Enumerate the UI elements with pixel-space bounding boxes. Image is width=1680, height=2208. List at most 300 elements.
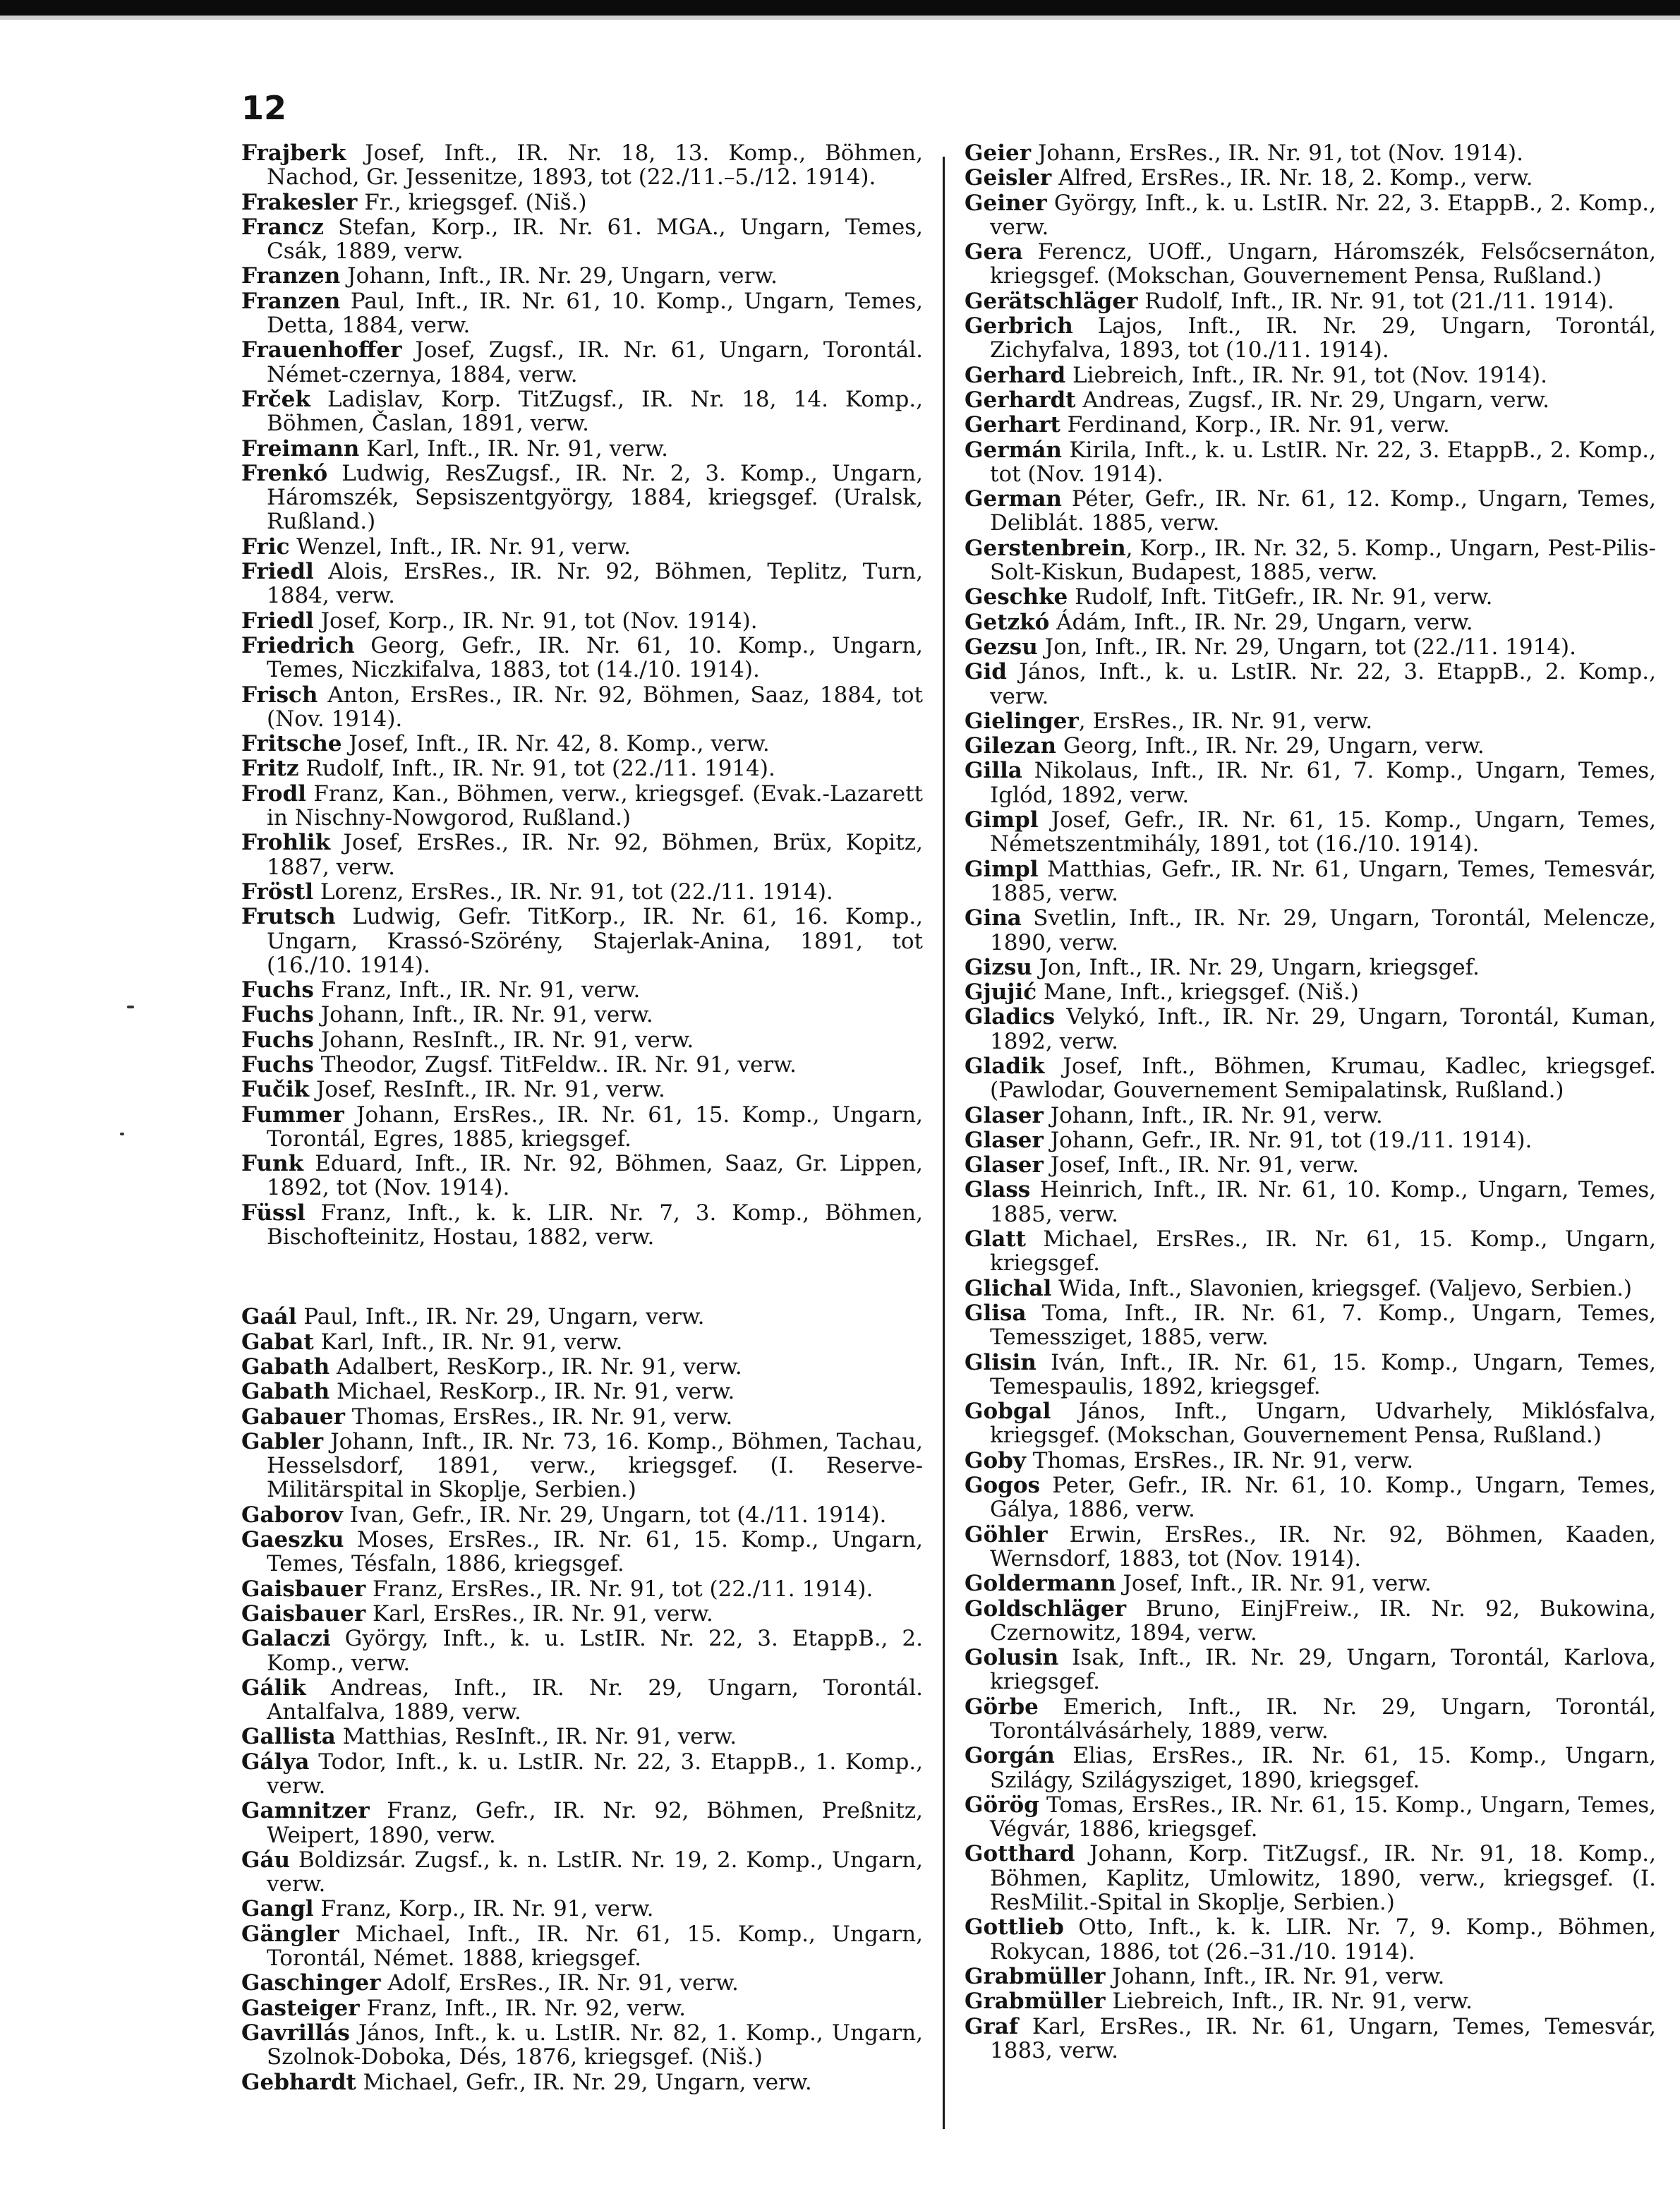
entry-surname: Friedl [241, 559, 314, 585]
list-item [241, 683, 923, 732]
entry-details: János, Inft., k. u. LstIR. Nr. 82, 1. Komp., Ungarn, Szolnok-Doboka, Dés, 1876, kriegsgef. (Niš.) [267, 2020, 923, 2070]
entry-details: Rudolf, Inft. TitGefr., IR. Nr. 91, verw. [1068, 584, 1493, 610]
entry-details: Andreas, Inft., IR. Nr. 29, Ungarn, Torontál. Antalfalva, 1889, verw. [267, 1675, 923, 1725]
entry-surname: Gina [965, 905, 1022, 931]
entry-surname: Franzen [241, 288, 341, 314]
list-item [241, 1053, 923, 1077]
entry-surname: Gangl [241, 1896, 314, 1922]
list-item [241, 1201, 923, 1250]
entry-details: Iván, Inft., IR. Nr. 61, 15. Komp., Ungarn, Temes, Temespaulis, 1892, kriegsgef. [990, 1349, 1656, 1399]
entry-surname: Frajberk [241, 140, 346, 166]
entry-surname: Gobgal [965, 1399, 1051, 1425]
list-item [241, 1503, 923, 1527]
list-item [241, 535, 923, 559]
entry-details: Matthias, Gefr., IR. Nr. 61, Ungarn, Temes, Temesvár, 1885, verw. [990, 856, 1656, 906]
list-item [241, 978, 923, 1002]
entry-details: Johann, Inft., IR. Nr. 73, 16. Komp., Böhmen, Tachau, Hesselsdorf, 1891, verw., kriegsgef. (I. Reserve-Militärspital in Skoplje, Serbien.) [267, 1428, 923, 1503]
entry-surname: Fritsche [241, 731, 342, 757]
list-item [965, 1128, 1656, 1152]
entry-details: Nikolaus, Inft., IR. Nr. 61, 7. Komp., Ungarn, Temes, Iglód, 1892, verw. [990, 758, 1656, 808]
list-item [241, 1330, 923, 1354]
entry-details: Johann, Inft., IR. Nr. 29, Ungarn, verw. [340, 263, 778, 289]
entry-details: Ladislav, Korp. TitZugsf., IR. Nr. 18, 14. Komp., Böhmen, Časlan, 1891, verw. [267, 386, 923, 437]
entry-details: Erwin, ErsRes., IR. Nr. 92, Böhmen, Kaaden, Wernsdorf, 1883, tot (Nov. 1914). [990, 1521, 1656, 1571]
entry-surname: Fuchs [241, 1002, 314, 1028]
entry-surname: Glass [965, 1177, 1031, 1203]
column-divider [943, 157, 945, 2129]
entry-surname: Glaser [965, 1102, 1044, 1128]
list-item [965, 1965, 1656, 1989]
entry-surname: Gimpl [965, 856, 1039, 882]
entry-surname: Füssl [241, 1200, 306, 1226]
entry-surname: Golusin [965, 1645, 1059, 1671]
entry-details: Ferdinand, Korp., IR. Nr. 91, verw. [1060, 412, 1450, 438]
list-item [965, 734, 1656, 758]
entry-details: Moses, ErsRes., IR. Nr. 61, 15. Komp., Ungarn, Temes, Tésfaln, 1886, kriegsgef. [267, 1527, 923, 1577]
entry-surname: Gerhard [965, 362, 1066, 388]
list-item [241, 338, 923, 387]
list-item [965, 1005, 1656, 1054]
list-item [965, 1227, 1656, 1276]
list-item [241, 1971, 923, 1995]
list-item [965, 1842, 1656, 1914]
list-item [965, 1301, 1656, 1350]
list-item [965, 660, 1656, 708]
entry-surname: Frohlik [241, 830, 331, 856]
list-item [241, 1028, 923, 1052]
entry-surname: Fummer [241, 1102, 344, 1128]
entry-details: Michael, Gefr., IR. Nr. 29, Ungarn, verw. [356, 2069, 812, 2095]
entry-details: Michael, ResKorp., IR. Nr. 91, verw. [330, 1379, 735, 1405]
list-item [241, 1078, 923, 1102]
entry-details: Johann, ResInft., IR. Nr. 91, verw. [313, 1027, 694, 1053]
list-item [965, 2015, 1656, 2063]
entry-surname: Görög [965, 1792, 1039, 1818]
entry-surname: Gamnitzer [241, 1798, 370, 1824]
entry-details: Wida, Inft., Slavonien, kriegsgef. (Valjevo, Serbien.) [1051, 1275, 1633, 1301]
list-item [241, 609, 923, 633]
entry-surname: Gizsu [965, 954, 1032, 980]
entry-surname: Geisler [965, 165, 1052, 191]
entry-surname: Fuchs [241, 1051, 314, 1078]
list-item [965, 709, 1656, 733]
entry-surname: Goldschläger [965, 1595, 1127, 1622]
entry-details: Josef, Inft., IR. Nr. 18, 13. Komp., Böhmen, Nachod, Gr. Jessenitze, 1893, tot (22./11.–5./12. 1914). [267, 140, 923, 191]
entry-surname: Getzkó [965, 609, 1050, 635]
entry-surname: German [965, 486, 1062, 512]
list-item [241, 1003, 923, 1027]
entry-details: Josef, Korp., IR. Nr. 91, tot (Nov. 1914). [313, 608, 758, 634]
entry-details: Adolf, ErsRes., IR. Nr. 91, verw. [380, 1970, 739, 1996]
entry-surname: Friedl [241, 608, 314, 634]
list-item [965, 1178, 1656, 1226]
entry-details: Franz, Gefr., IR. Nr. 92, Böhmen, Preßnitz, Weipert, 1890, verw. [267, 1798, 923, 1848]
entry-surname: Goby [965, 1447, 1026, 1473]
entry-details: Jon, Inft., IR. Nr. 29, Ungarn, tot (22./11. 1914). [1037, 634, 1576, 660]
entry-surname: Gogos [965, 1473, 1040, 1499]
entry-surname: Fuchs [241, 977, 314, 1003]
list-item [965, 1351, 1656, 1399]
page-number: 12 [241, 89, 287, 127]
list-item [965, 487, 1656, 536]
entry-surname: Gängler [241, 1921, 339, 1947]
entry-surname: Gottlieb [965, 1914, 1064, 1941]
entry-details: György, Inft., k. u. LstIR. Nr. 22, 3. EtappB., 2. Komp., verw. [267, 1626, 923, 1676]
entry-surname: Gid [965, 659, 1007, 685]
list-item [965, 585, 1656, 609]
entry-details: Velykó, Inft., IR. Nr. 29, Ungarn, Torontál, Kuman, 1892, verw. [990, 1004, 1656, 1054]
entry-surname: Frisch [241, 682, 318, 708]
entry-details: János, Inft., k. u. LstIR. Nr. 22, 3. EtappB., 2. Komp., verw. [990, 659, 1656, 709]
entry-surname: Glisin [965, 1349, 1037, 1375]
entry-surname: Graf [965, 2013, 1019, 2039]
entry-details: Johann, Inft., IR. Nr. 91, verw. [1105, 1963, 1445, 1989]
entry-surname: Glichal [965, 1275, 1052, 1301]
entry-surname: Gabat [241, 1329, 314, 1355]
entry-details: Johann, Inft., IR. Nr. 91, verw. [313, 1002, 653, 1028]
list-item [965, 1054, 1656, 1103]
entry-surname: Goldermann [965, 1571, 1116, 1597]
list-item [241, 1577, 923, 1601]
entry-surname: Gorgán [965, 1743, 1055, 1769]
entry-details: Johann, ErsRes., IR. Nr. 91, tot (Nov. 1914). [1031, 140, 1523, 166]
entry-surname: Gerhart [965, 412, 1060, 438]
entry-details: Heinrich, Inft., IR. Nr. 61, 10. Komp., Ungarn, Temes, 1885, verw. [990, 1177, 1656, 1227]
entry-details: Josef, Gefr., IR. Nr. 61, 15. Komp., Ungarn, Temes, Németszentmihály, 1891, tot (16./10. 1914). [990, 807, 1656, 857]
entry-details: Ivan, Gefr., IR. Nr. 29, Ungarn, tot (4./11. 1914). [342, 1502, 887, 1528]
entry-surname: Frenkó [241, 460, 328, 486]
list-item [965, 363, 1656, 387]
entry-surname: Gebhardt [241, 2069, 356, 2095]
entry-surname: Glatt [965, 1226, 1026, 1253]
entry-details: Franz, Inft., IR. Nr. 91, verw. [313, 977, 641, 1003]
list-item [241, 1725, 923, 1749]
entry-surname: Funk [241, 1151, 304, 1177]
entry-surname: Franzen [241, 263, 341, 289]
list-item [965, 314, 1656, 363]
list-item [241, 2021, 923, 2070]
entry-surname: Glaser [965, 1152, 1044, 1178]
entry-surname: Fröstl [241, 879, 314, 905]
entry-details: , ErsRes., IR. Nr. 91, verw. [1078, 708, 1373, 734]
list-item [241, 1430, 923, 1502]
list-item [241, 1627, 923, 1675]
entry-surname: Gjujić [965, 979, 1037, 1006]
entry-details: Josef, Inft., IR. Nr. 91, verw. [1043, 1152, 1359, 1178]
entry-details: Paul, Inft., IR. Nr. 29, Ungarn, verw. [296, 1304, 705, 1330]
list-item [241, 905, 923, 977]
list-item [965, 980, 1656, 1004]
entry-surname: Gálya [241, 1749, 310, 1775]
list-item [965, 1399, 1656, 1448]
entry-surname: Gerätschläger [965, 288, 1138, 314]
entry-surname: Gezsu [965, 634, 1038, 660]
entry-details: Ferencz, UOff., Ungarn, Háromszék, Felsőcsernáton, kriegsgef. (Mokschan, Gouvernement Pensa, Rußland.) [990, 239, 1656, 289]
entry-details: Alois, ErsRes., IR. Nr. 92, Böhmen, Teplitz, Turn, 1884, verw. [267, 559, 923, 609]
entry-details: , Korp., IR. Nr. 32, 5. Komp., Ungarn, Pest-Pilis-Solt-Kiskun, Budapest, 1885, verw. [990, 535, 1656, 586]
list-item [241, 782, 923, 831]
entry-surname: Grabmüller [965, 1989, 1106, 2015]
entry-surname: Friedrich [241, 632, 355, 658]
entry-surname: Fuchs [241, 1027, 314, 1053]
entry-surname: Gera [965, 239, 1023, 265]
list-item [965, 857, 1656, 906]
list-item [241, 461, 923, 534]
entry-surname: Gaborov [241, 1502, 343, 1528]
entry-details: Péter, Gefr., IR. Nr. 61, 12. Komp., Ungarn, Temes, Deliblát. 1885, verw. [990, 486, 1656, 536]
entry-surname: Frodl [241, 780, 306, 807]
entry-details: Anton, ErsRes., IR. Nr. 92, Böhmen, Saaz, 1884, tot (Nov. 1914). [267, 682, 923, 732]
list-item [965, 1523, 1656, 1571]
entry-details: Todor, Inft., k. u. LstIR. Nr. 22, 3. EtappB., 1. Komp., verw. [267, 1749, 923, 1799]
list-item [241, 1602, 923, 1626]
list-item [965, 635, 1656, 659]
entry-surname: Fric [241, 533, 290, 560]
list-item [965, 1793, 1656, 1842]
list-item [241, 634, 923, 682]
entry-details: Thomas, ErsRes., IR. Nr. 91, verw. [1025, 1447, 1414, 1473]
entry-surname: Fritz [241, 756, 299, 782]
entry-details: Theodor, Zugsf. TitFeldw.. IR. Nr. 91, verw. [313, 1051, 797, 1078]
list-item [965, 1449, 1656, 1473]
entry-surname: Geier [965, 140, 1032, 166]
entry-details: Josef, Inft., Böhmen, Krumau, Kadlec, kriegsgef. (Pawlodar, Gouvernement Semipalatinsk, Rußland.) [990, 1053, 1656, 1104]
entry-surname: Francz [241, 214, 324, 240]
entry-details: Toma, Inft., IR. Nr. 61, 7. Komp., Ungarn, Temes, Temessziget, 1885, verw. [990, 1300, 1656, 1351]
entry-details: Wenzel, Inft., IR. Nr. 91, verw. [289, 533, 631, 560]
entry-details: Josef, Zugsf., IR. Nr. 61, Ungarn, Torontál. Német-czernya, 1884, verw. [267, 337, 923, 387]
entry-surname: Gáu [241, 1847, 291, 1873]
scan-top-shadow [0, 16, 1680, 20]
entry-details: Bruno, EinjFreiw., IR. Nr. 92, Bukowina, Czernowitz, 1894, verw. [990, 1595, 1656, 1646]
entry-details: Isak, Inft., IR. Nr. 29, Ungarn, Torontál, Karlova, kriegsgef. [990, 1645, 1656, 1695]
list-item [241, 1355, 923, 1379]
entry-surname: Gielinger [965, 708, 1079, 734]
list-item [241, 1405, 923, 1429]
list-item [241, 1922, 923, 1971]
list-item [241, 289, 923, 338]
list-item [965, 1571, 1656, 1595]
entry-surname: Gálik [241, 1675, 306, 1701]
list-item [965, 536, 1656, 585]
entry-details: Ádám, Inft., IR. Nr. 29, Ungarn, verw. [1049, 609, 1473, 635]
list-item [965, 955, 1656, 979]
entry-details: Karl, ErsRes., IR. Nr. 61, Ungarn, Temes, Temesvár, 1883, verw. [990, 2013, 1656, 2063]
list-item [241, 1897, 923, 1921]
list-item [965, 141, 1656, 165]
entry-surname: Gavrillás [241, 2020, 350, 2046]
entry-surname: Göhler [965, 1521, 1048, 1548]
entry-details: Adalbert, ResKorp., IR. Nr. 91, verw. [330, 1353, 742, 1380]
entry-details: Elias, ErsRes., IR. Nr. 61, 15. Komp., Ungarn, Szilágy, Szilágysziget, 1890, kriegsgef. [990, 1743, 1656, 1793]
entry-details: Eduard, Inft., IR. Nr. 92, Böhmen, Saaz, Gr. Lippen, 1892, tot (Nov. 1914). [267, 1151, 923, 1201]
entry-surname: Frakesler [241, 189, 358, 215]
list-item [965, 1915, 1656, 1964]
entry-surname: Gaisbauer [241, 1600, 366, 1627]
entry-details: Johann, Korp. TitZugsf., IR. Nr. 91, 18. Komp., Böhmen, Kaplitz, Umlowitz, 1890, verw., kriegsgef. (I. ResMilit.-Spital in Skoplje, Serbien.) [990, 1841, 1656, 1916]
entry-surname: Glisa [965, 1300, 1027, 1326]
list-item [965, 759, 1656, 807]
list-item [241, 1305, 923, 1329]
entry-surname: Germán [965, 437, 1062, 463]
list-item [965, 808, 1656, 857]
list-item [241, 1152, 923, 1200]
entry-details: Josef, ResInft., IR. Nr. 91, verw. [309, 1077, 665, 1103]
entry-details: Boldizsár. Zugsf., k. n. LstIR. Nr. 19, 2. Komp., Ungarn, verw. [267, 1847, 923, 1898]
list-item [241, 1848, 923, 1897]
entry-details: Jon, Inft., IR. Nr. 29, Ungarn, kriegsgef. [1032, 954, 1480, 980]
entry-details: Rudolf, Inft., IR. Nr. 91, tot (22./11. 1914). [298, 756, 775, 782]
entry-details: Tomas, ErsRes., IR. Nr. 61, 15. Komp., Ungarn, Temes, Végvár, 1886, kriegsgef. [990, 1792, 1656, 1842]
list-item [241, 880, 923, 904]
entry-surname: Gabauer [241, 1404, 345, 1430]
list-item [241, 560, 923, 608]
list-item [965, 413, 1656, 437]
list-item [965, 191, 1656, 240]
entry-details: Johann, ErsRes., IR. Nr. 61, 15. Komp., Ungarn, Torontál, Egres, 1885, kriegsgef. [267, 1102, 923, 1152]
list-item [241, 831, 923, 879]
left-column [241, 141, 923, 2095]
list-item [965, 1104, 1656, 1128]
entry-surname: Gladics [965, 1004, 1056, 1030]
entry-surname: Grabmüller [965, 1963, 1106, 1989]
entry-surname: Gaeszku [241, 1527, 344, 1553]
scan-speck [127, 1006, 134, 1008]
scan-speck [120, 1133, 124, 1135]
list-item [965, 1277, 1656, 1301]
list-item [965, 1646, 1656, 1694]
entry-details: Josef, ErsRes., IR. Nr. 92, Böhmen, Brüx, Kopitz, 1887, verw. [267, 830, 923, 880]
entry-surname: Freimann [241, 435, 360, 461]
entry-details: Fr., kriegsgef. (Niš.) [357, 189, 587, 215]
list-item [965, 610, 1656, 634]
entry-surname: Gilezan [965, 733, 1056, 759]
entry-details: Johann, Inft., IR. Nr. 91, verw. [1043, 1102, 1383, 1128]
list-item [241, 1676, 923, 1725]
entry-surname: Gabath [241, 1353, 330, 1380]
entry-details: Ludwig, Gefr. TitKorp., IR. Nr. 61, 16. Komp., Ungarn, Krassó-Szörény, Stajerlak-Anina, 1891, tot (16./10. 1914). [267, 904, 923, 978]
entry-details: Georg, Inft., IR. Nr. 29, Ungarn, verw. [1056, 733, 1485, 759]
entry-details: Matthias, ResInft., IR. Nr. 91, verw. [335, 1724, 737, 1750]
entry-surname: Geschke [965, 584, 1068, 610]
list-item [965, 1695, 1656, 1744]
entry-surname: Frutsch [241, 904, 336, 930]
entry-details: Liebreich, Inft., IR. Nr. 91, tot (Nov. 1914). [1065, 362, 1547, 388]
entry-details: Mane, Inft., kriegsgef. (Niš.) [1037, 979, 1359, 1006]
entry-details: Rudolf, Inft., IR. Nr. 91, tot (21./11. 1914). [1137, 288, 1614, 314]
list-item [965, 1989, 1656, 2013]
entry-details: Georg, Gefr., IR. Nr. 61, 10. Komp., Ungarn, Temes, Niczkifalva, 1883, tot (14./10. 1914). [267, 632, 923, 683]
entry-details: Lajos, Inft., IR. Nr. 29, Ungarn, Torontál, Zichyfalva, 1893, tot (10./11. 1914). [990, 313, 1656, 363]
entry-details: Liebreich, Inft., IR. Nr. 91, verw. [1105, 1989, 1473, 2015]
entry-surname: Glaser [965, 1127, 1044, 1153]
entry-surname: Gerbrich [965, 313, 1073, 339]
list-item [965, 388, 1656, 412]
entry-details: Lorenz, ErsRes., IR. Nr. 91, tot (22./11. 1914). [313, 879, 833, 905]
section-gap [241, 1250, 923, 1305]
entry-details: Paul, Inft., IR. Nr. 61, 10. Komp., Ungarn, Temes, Detta, 1884, verw. [267, 288, 923, 339]
entry-surname: Gilla [965, 758, 1022, 784]
list-item [241, 732, 923, 756]
scan-top-border [0, 0, 1680, 16]
entry-details: Thomas, ErsRes., IR. Nr. 91, verw. [344, 1404, 733, 1430]
entry-details: György, Inft., k. u. LstIR. Nr. 22, 3. EtappB., 2. Komp., verw. [990, 190, 1656, 240]
entry-details: Peter, Gefr., IR. Nr. 61, 10. Komp., Ungarn, Temes, Gálya, 1886, verw. [990, 1473, 1656, 1523]
entry-details: Michael, Inft., IR. Nr. 61, 15. Komp., Ungarn, Torontál, Német. 1888, kriegsgef. [267, 1921, 923, 1972]
entry-details: Josef, Inft., IR. Nr. 91, verw. [1116, 1571, 1432, 1597]
list-item [965, 438, 1656, 487]
entry-details: János, Inft., Ungarn, Udvarhely, Miklósfalva, kriegsgef. (Mokschan, Gouvernement Pensa, Rußland.) [990, 1399, 1656, 1449]
list-item [965, 1153, 1656, 1177]
list-item [241, 1380, 923, 1404]
right-column [965, 141, 1656, 2063]
list-item [241, 1750, 923, 1799]
entry-surname: Gladik [965, 1053, 1045, 1079]
entry-surname: Gaisbauer [241, 1576, 366, 1602]
entry-surname: Görbe [965, 1694, 1039, 1720]
list-item [965, 906, 1656, 955]
list-item [241, 264, 923, 288]
entry-details: Franz, Inft., IR. Nr. 92, verw. [359, 1995, 687, 2021]
list-item [241, 141, 923, 190]
entry-details: Johann, Gefr., IR. Nr. 91, tot (19./11. 1914). [1043, 1127, 1533, 1153]
entry-details: Otto, Inft., k. k. LIR. Nr. 7, 9. Komp., Böhmen, Rokycan, 1886, tot (26.–31./10. 1914). [990, 1914, 1656, 1965]
entry-details: Karl, ErsRes., IR. Nr. 91, verw. [365, 1600, 713, 1627]
entry-details: Ludwig, ResZugsf., IR. Nr. 2, 3. Komp., Ungarn, Háromszék, Sepsiszentgyörgy, 1884, kriegsgef. (Uralsk, Rußland.) [267, 460, 923, 535]
entry-surname: Gabath [241, 1379, 330, 1405]
entry-surname: Gallista [241, 1724, 336, 1750]
entry-surname: Gerhardt [965, 387, 1076, 413]
entry-surname: Gimpl [965, 807, 1039, 833]
list-item [241, 215, 923, 264]
entry-details: Karl, Inft., IR. Nr. 91, verw. [359, 435, 668, 461]
list-item [241, 387, 923, 436]
list-item [965, 240, 1656, 289]
entry-details: Franz, Inft., k. k. LIR. Nr. 7, 3. Komp., Böhmen, Bischofteinitz, Hostau, 1882, verw. [267, 1200, 923, 1250]
entry-details: Andreas, Zugsf., IR. Nr. 29, Ungarn, verw. [1075, 387, 1549, 413]
entry-surname: Geiner [965, 190, 1047, 216]
list-item [241, 1528, 923, 1576]
list-item [241, 1103, 923, 1152]
entry-details: Franz, Korp., IR. Nr. 91, verw. [313, 1896, 654, 1922]
list-item [965, 1744, 1656, 1792]
entry-surname: Gotthard [965, 1841, 1075, 1867]
list-item [965, 1597, 1656, 1646]
entry-details: Kirila, Inft., k. u. LstIR. Nr. 22, 3. EtappB., 2. Komp., tot (Nov. 1914). [990, 437, 1656, 487]
entry-details: Karl, Inft., IR. Nr. 91, verw. [313, 1329, 623, 1355]
list-item [241, 756, 923, 780]
entry-details: Franz, ErsRes., IR. Nr. 91, tot (22./11. 1914). [365, 1576, 874, 1602]
entry-details: Franz, Kan., Böhmen, verw., kriegsgef. (Evak.-Lazarett in Nischny-Nowgorod, Rußland.) [267, 780, 923, 831]
entry-details: Emerich, Inft., IR. Nr. 29, Ungarn, Torontál, Torontálvásárhely, 1889, verw. [990, 1694, 1656, 1744]
entry-details: Svetlin, Inft., IR. Nr. 29, Ungarn, Torontál, Melencze, 1890, verw. [990, 905, 1656, 955]
list-item [241, 191, 923, 215]
entry-surname: Gaál [241, 1304, 297, 1330]
entry-surname: Gaschinger [241, 1970, 381, 1996]
entry-surname: Galaczi [241, 1626, 331, 1652]
list-item [965, 166, 1656, 190]
entry-details: Michael, ErsRes., IR. Nr. 61, 15. Komp., Ungarn, kriegsgef. [990, 1226, 1656, 1277]
entry-surname: Frček [241, 386, 310, 412]
list-item [965, 1473, 1656, 1522]
entry-details: Josef, Inft., IR. Nr. 42, 8. Komp., verw. [342, 731, 770, 757]
list-item [241, 437, 923, 461]
list-item [965, 289, 1656, 313]
entry-details: Stefan, Korp., IR. Nr. 61. MGA., Ungarn, Temes, Csák, 1889, verw. [267, 214, 923, 265]
entry-details: Alfred, ErsRes., IR. Nr. 18, 2. Komp., verw. [1051, 165, 1533, 191]
list-item [241, 2070, 923, 2094]
entry-surname: Fučik [241, 1077, 310, 1103]
